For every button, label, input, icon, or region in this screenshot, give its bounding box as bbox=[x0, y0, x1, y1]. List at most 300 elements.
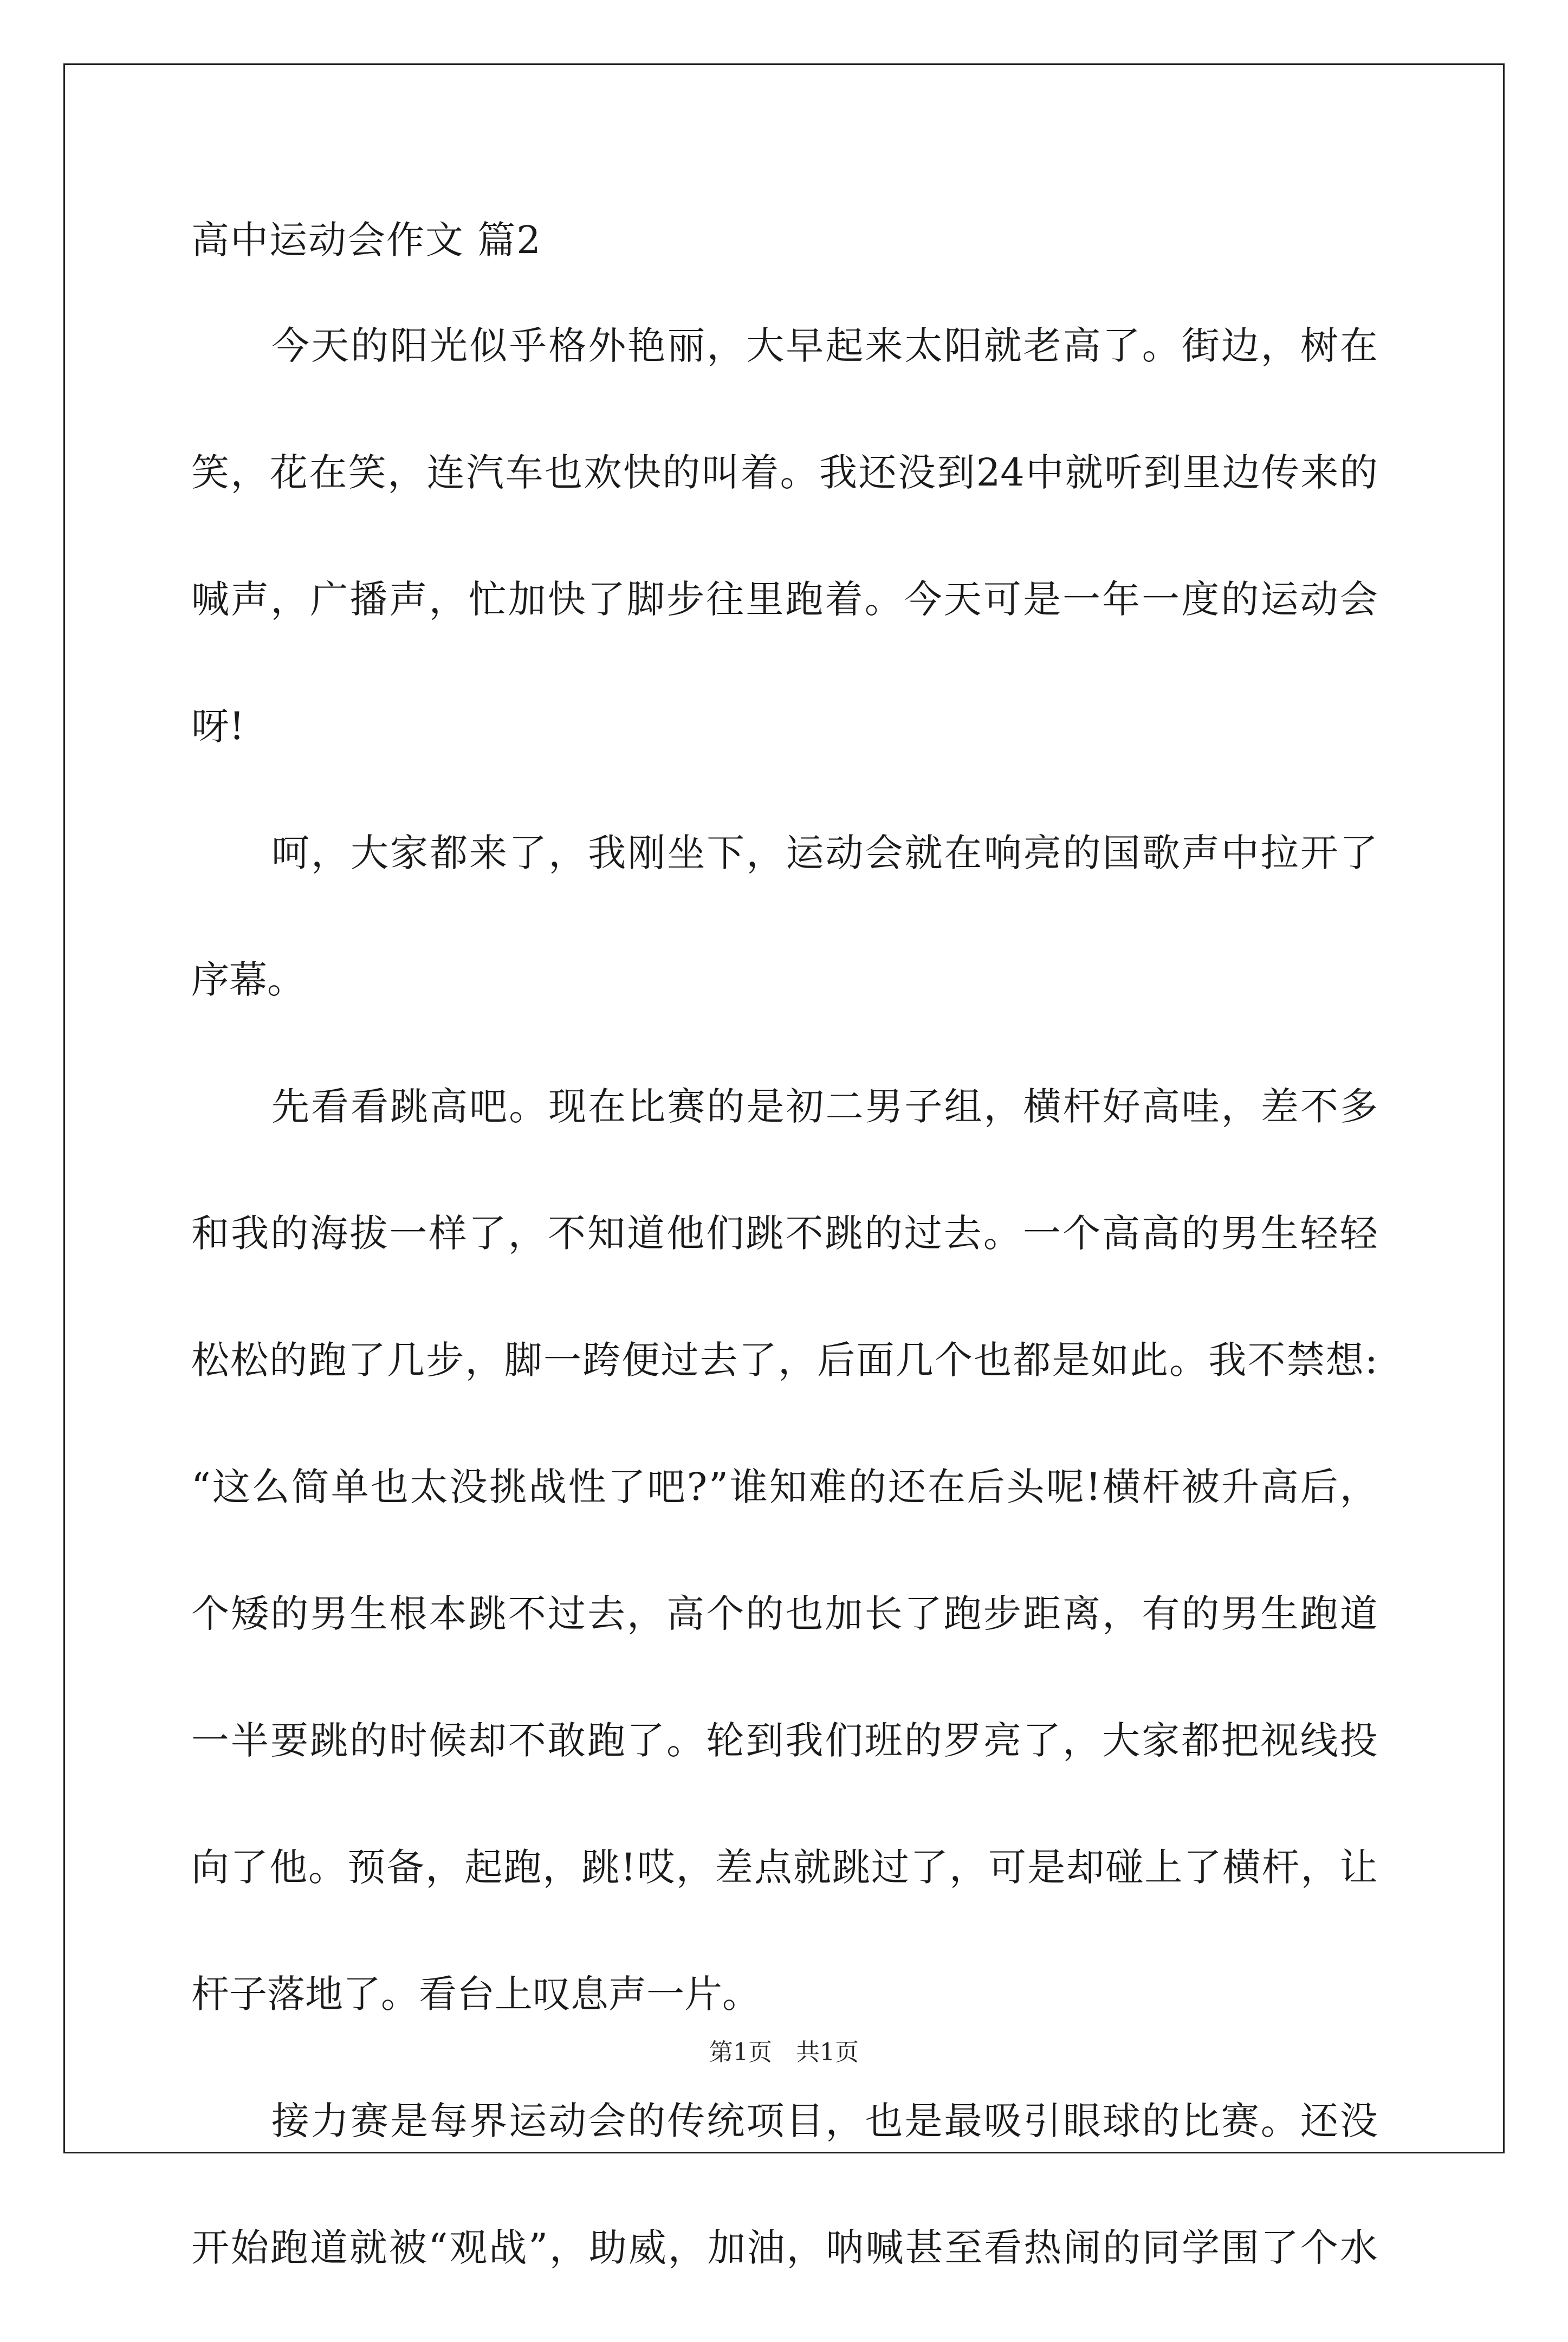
line-char: 时 bbox=[389, 1718, 427, 1763]
line-char: 几 bbox=[387, 1338, 425, 1382]
line-char: 吧 bbox=[469, 1084, 508, 1129]
text-line bbox=[191, 1708, 1378, 1835]
line-char: 轮 bbox=[706, 1718, 744, 1763]
line-char: 笑 bbox=[348, 450, 386, 495]
line-char: ， bbox=[1102, 1591, 1141, 1636]
line-char: ! bbox=[1085, 1465, 1101, 1509]
line-char: 不 bbox=[785, 1211, 824, 1256]
line-char: 二 bbox=[825, 1084, 864, 1129]
line-char: 。 bbox=[780, 450, 818, 495]
line-char: 哇 bbox=[1181, 1084, 1220, 1129]
line-char: 想 bbox=[1325, 1338, 1364, 1382]
line-char: 欢 bbox=[584, 450, 622, 495]
line-char: 的 bbox=[269, 1338, 308, 1382]
line-char: 的 bbox=[627, 2099, 666, 2143]
line-char: 的 bbox=[349, 1718, 388, 1763]
line-char: 笑 bbox=[191, 450, 229, 495]
line-char: 下 bbox=[707, 831, 745, 875]
line-char: 传 bbox=[667, 2099, 705, 2143]
line-char: 跑 bbox=[785, 577, 824, 622]
line-char: 知 bbox=[587, 1211, 625, 1256]
line-char: 就 bbox=[349, 2225, 387, 2270]
line-char: 。 bbox=[1169, 1338, 1208, 1382]
line-char: 轻 bbox=[1300, 1211, 1338, 1256]
line-char: 到 bbox=[746, 1718, 784, 1763]
line-char: 么 bbox=[251, 1465, 290, 1509]
line-char: 热 bbox=[1023, 2225, 1062, 2270]
line-char: 开 bbox=[191, 2225, 229, 2270]
line-char: 投 bbox=[1339, 1718, 1378, 1763]
line-char: 生 bbox=[349, 1591, 388, 1636]
line-char: 了 bbox=[738, 1338, 777, 1382]
line-char: 。 bbox=[864, 577, 903, 622]
line-char: 天 bbox=[943, 577, 982, 622]
line-char: 还 bbox=[1300, 2099, 1338, 2143]
line-char: 了 bbox=[1260, 2225, 1299, 2270]
line-char: 外 bbox=[588, 324, 626, 368]
line-char: 难 bbox=[808, 1465, 847, 1509]
line-char: 加 bbox=[825, 1591, 863, 1636]
text-line bbox=[191, 2215, 1378, 2342]
line-char: 有 bbox=[1142, 1591, 1180, 1636]
line-char: 闹 bbox=[1063, 2225, 1102, 2270]
line-char: 呵 bbox=[271, 831, 309, 875]
line-char: 了 bbox=[230, 1845, 269, 1890]
line-char: ， bbox=[676, 1845, 714, 1890]
line-char: ， bbox=[542, 1845, 581, 1890]
line-char: 传 bbox=[1261, 450, 1299, 495]
line-char: 的 bbox=[351, 324, 389, 368]
line-char: 子 bbox=[904, 1084, 943, 1129]
line-char: 我 bbox=[785, 1718, 824, 1763]
text-line bbox=[191, 313, 1378, 440]
line-char: 头 bbox=[1006, 1465, 1045, 1509]
line-char: 矮 bbox=[231, 1591, 269, 1636]
line-char: 早 bbox=[786, 324, 824, 368]
line-char: 要 bbox=[270, 1718, 309, 1763]
line-char: 一 bbox=[191, 1718, 229, 1763]
line-char: 在 bbox=[588, 1084, 626, 1129]
line-char: 艳 bbox=[627, 324, 666, 368]
line-char: 这 bbox=[212, 1465, 250, 1509]
line-char: 差 bbox=[1260, 1084, 1299, 1129]
line-char: 知 bbox=[769, 1465, 807, 1509]
line-char: 跳 bbox=[832, 1845, 870, 1890]
line-char: ? bbox=[686, 1465, 708, 1509]
line-char: 助 bbox=[588, 2225, 627, 2270]
line-char: ， bbox=[746, 831, 785, 875]
line-char: 眼 bbox=[1062, 2099, 1101, 2143]
line-char: 还 bbox=[858, 450, 897, 495]
line-char: 个 bbox=[1300, 2225, 1338, 2270]
line-char: 乎 bbox=[509, 324, 547, 368]
text-line bbox=[191, 1581, 1378, 1708]
line-char: 先 bbox=[271, 1084, 309, 1129]
line-char: 里 bbox=[746, 577, 784, 622]
page-title: 高中运动会作文 篇2 bbox=[191, 218, 542, 262]
line-char: 赛 bbox=[667, 1084, 705, 1129]
line-char: ， bbox=[311, 831, 349, 875]
line-char: 他 bbox=[269, 1845, 308, 1890]
line-char: 加 bbox=[508, 577, 546, 622]
line-char: 了 bbox=[1183, 1845, 1222, 1890]
line-char: “ bbox=[191, 1465, 211, 1509]
line-char: 多 bbox=[1339, 1084, 1378, 1129]
line-char: 他 bbox=[666, 1211, 705, 1256]
line-char: 比 bbox=[627, 1084, 666, 1129]
line-char: 不 bbox=[508, 1718, 546, 1763]
line-char: 大 bbox=[1102, 1718, 1141, 1763]
line-char: 脚 bbox=[504, 1338, 542, 1382]
line-char: 不 bbox=[547, 1211, 586, 1256]
line-char: ， bbox=[549, 2225, 587, 2270]
line-char: 赛 bbox=[1221, 2099, 1259, 2143]
line-char: 呢 bbox=[1046, 1465, 1084, 1509]
line-char: 可 bbox=[988, 1845, 1027, 1890]
line-char: ， bbox=[465, 1338, 503, 1382]
line-char: 度 bbox=[1181, 577, 1220, 622]
line-char: ， bbox=[778, 1338, 817, 1382]
line-char: 高 bbox=[430, 1084, 468, 1129]
line-char: 道 bbox=[627, 1211, 665, 1256]
line-char: 跑 bbox=[943, 1591, 982, 1636]
line-char: 的 bbox=[662, 450, 701, 495]
line-text: 序幕。 bbox=[191, 957, 305, 1002]
line-char: 过 bbox=[547, 1591, 586, 1636]
line-char: 在 bbox=[927, 1465, 966, 1509]
line-char: 动 bbox=[548, 2099, 587, 2143]
line-char: 简 bbox=[291, 1465, 329, 1509]
line-char: 的 bbox=[904, 1718, 942, 1763]
line-char: 甚 bbox=[905, 2225, 943, 2270]
line-char: 的 bbox=[1103, 2225, 1141, 2270]
line-char: 初 bbox=[786, 1084, 824, 1129]
line-char: 跑 bbox=[308, 1338, 347, 1382]
line-char: 的 bbox=[1181, 1591, 1220, 1636]
line-char: 们 bbox=[706, 1211, 744, 1256]
line-char: 力 bbox=[311, 2099, 349, 2143]
line-char: 个 bbox=[191, 1591, 229, 1636]
line-char: 亮 bbox=[1023, 831, 1061, 875]
line-char: 生 bbox=[1260, 1211, 1299, 1256]
line-char: ， bbox=[270, 577, 309, 622]
line-char: 忙 bbox=[468, 577, 507, 622]
line-char: 杆 bbox=[1062, 1084, 1101, 1129]
line-char: 战 bbox=[528, 1465, 567, 1509]
line-char: 响 bbox=[983, 831, 1022, 875]
line-char: 高 bbox=[1142, 1084, 1180, 1129]
line-char: 的 bbox=[1221, 577, 1259, 622]
line-char: 去 bbox=[943, 1211, 982, 1256]
line-char: ， bbox=[627, 1591, 665, 1636]
text-line bbox=[191, 1454, 1378, 1581]
line-char: 松 bbox=[191, 1338, 229, 1382]
line-char: 目 bbox=[786, 2099, 824, 2143]
line-char: ， bbox=[668, 2225, 706, 2270]
line-char: 了 bbox=[1102, 324, 1141, 368]
line-char: 跳 bbox=[390, 1084, 429, 1129]
line-char: 差 bbox=[715, 1845, 753, 1890]
line-char: 格 bbox=[548, 324, 587, 368]
line-char: ， bbox=[707, 324, 745, 368]
line-char: ， bbox=[425, 1845, 464, 1890]
line-char: 的 bbox=[1181, 1211, 1220, 1256]
line-char: 性 bbox=[568, 1465, 606, 1509]
line-char: 跳 bbox=[581, 1845, 620, 1890]
line-char: 都 bbox=[1013, 1338, 1051, 1382]
line-char: 树 bbox=[1300, 324, 1338, 368]
line-char: 国 bbox=[1102, 831, 1141, 875]
line-char: ， bbox=[429, 577, 467, 622]
line-char: 接 bbox=[271, 2099, 309, 2143]
text-line bbox=[191, 820, 1378, 947]
line-char: 起 bbox=[464, 1845, 503, 1890]
line-char: 呐 bbox=[826, 2225, 864, 2270]
line-char: 跳 bbox=[310, 1718, 348, 1763]
line-char: 运 bbox=[786, 831, 824, 875]
line-char: 候 bbox=[429, 1718, 467, 1763]
line-char: 也 bbox=[785, 1591, 824, 1636]
line-char: 根 bbox=[389, 1591, 427, 1636]
line-char: 在 bbox=[944, 831, 982, 875]
line-char: 高 bbox=[1260, 1465, 1299, 1509]
text-line bbox=[191, 440, 1378, 567]
line-char: 亮 bbox=[983, 1718, 1021, 1763]
line-char: 好 bbox=[1102, 1084, 1141, 1129]
line-char: 几 bbox=[895, 1338, 934, 1382]
line-char: 油 bbox=[747, 2225, 785, 2270]
line-char: 跳 bbox=[825, 1211, 863, 1256]
line-char: 广 bbox=[310, 577, 348, 622]
line-char: 步 bbox=[983, 1591, 1021, 1636]
line-char: 家 bbox=[390, 831, 429, 875]
line-char: 高 bbox=[666, 1591, 705, 1636]
line-char: ， bbox=[1300, 1845, 1339, 1890]
line-char: 会 bbox=[865, 831, 903, 875]
line-char: 的 bbox=[270, 1591, 309, 1636]
line-char: 年 bbox=[1102, 577, 1141, 622]
line-char: 听 bbox=[1104, 450, 1143, 495]
line-char: : bbox=[1365, 1338, 1378, 1382]
line-char: 。 bbox=[308, 1845, 347, 1890]
text-line bbox=[191, 947, 1378, 1074]
text-line bbox=[191, 1835, 1378, 1962]
line-char: 中 bbox=[1026, 450, 1064, 495]
line-char: 车 bbox=[505, 450, 543, 495]
line-char: 战 bbox=[489, 2225, 527, 2270]
line-char: ， bbox=[1260, 324, 1299, 368]
line-char: 24 bbox=[976, 450, 1025, 495]
line-char: 都 bbox=[1181, 1718, 1220, 1763]
line-char: 太 bbox=[410, 1465, 448, 1509]
line-char: 一 bbox=[1062, 577, 1101, 622]
line-char: 的 bbox=[270, 1211, 309, 1256]
line-char: ， bbox=[1339, 1465, 1378, 1509]
line-char: 街 bbox=[1181, 324, 1220, 368]
line-char: ， bbox=[1221, 1084, 1259, 1129]
line-char: 横 bbox=[1102, 1465, 1141, 1509]
text-line bbox=[191, 1962, 1378, 2088]
line-char: 了 bbox=[910, 1845, 949, 1890]
line-char: 。 bbox=[509, 1084, 547, 1129]
line-char: 往 bbox=[706, 577, 744, 622]
line-char: 向 bbox=[191, 1845, 229, 1890]
line-char: ， bbox=[786, 2225, 825, 2270]
line-char: 还 bbox=[887, 1465, 926, 1509]
line-char: 横 bbox=[1222, 1845, 1261, 1890]
line-char: 我 bbox=[819, 450, 857, 495]
line-char: 被 bbox=[388, 2225, 427, 2270]
line-char: 歌 bbox=[1142, 831, 1180, 875]
line-char: 开 bbox=[1300, 831, 1338, 875]
line-char: 男 bbox=[865, 1084, 903, 1129]
line-char: 老 bbox=[1023, 324, 1061, 368]
line-char: 过 bbox=[904, 1211, 942, 1256]
line-char: 比 bbox=[1181, 2099, 1220, 2143]
line-char: 了 bbox=[904, 1591, 942, 1636]
line-char: 大 bbox=[746, 324, 785, 368]
line-char: 今 bbox=[904, 577, 942, 622]
line-char: 同 bbox=[1142, 2225, 1181, 2270]
line-char: 阳 bbox=[390, 324, 429, 368]
line-char: 现 bbox=[548, 1084, 587, 1129]
line-char: 高 bbox=[1102, 1211, 1141, 1256]
line-char: 来 bbox=[865, 324, 903, 368]
line-char: 光 bbox=[430, 324, 468, 368]
line-char: 班 bbox=[864, 1718, 903, 1763]
line-char: 都 bbox=[430, 831, 468, 875]
line-char: 跑 bbox=[503, 1845, 542, 1890]
line-char: 没 bbox=[1339, 2099, 1378, 2143]
line-char: 我 bbox=[588, 831, 626, 875]
line-char: 去 bbox=[699, 1338, 738, 1382]
line-char: ， bbox=[949, 1845, 988, 1890]
line-char: 组 bbox=[944, 1084, 982, 1129]
line-char: 家 bbox=[1142, 1718, 1180, 1763]
line-char: 威 bbox=[628, 2225, 666, 2270]
line-char: 上 bbox=[1144, 1845, 1183, 1890]
line-char: 到 bbox=[937, 450, 975, 495]
line-char: 后 bbox=[817, 1338, 856, 1382]
line-char: 不 bbox=[1300, 1084, 1338, 1129]
line-char: 杆 bbox=[1261, 1845, 1300, 1890]
line-char: 道 bbox=[1339, 1591, 1378, 1636]
line-char: 水 bbox=[1339, 2225, 1378, 2270]
line-char: 加 bbox=[707, 2225, 746, 2270]
line-char: 了 bbox=[587, 577, 625, 622]
line-char: 禁 bbox=[1286, 1338, 1325, 1382]
line-char: 会 bbox=[588, 2099, 626, 2143]
line-char: 也 bbox=[544, 450, 582, 495]
line-char: 在 bbox=[309, 450, 347, 495]
line-char: 线 bbox=[1300, 1718, 1338, 1763]
line-char: 始 bbox=[230, 2225, 269, 2270]
line-char: 就 bbox=[904, 831, 943, 875]
line-char: 单 bbox=[331, 1465, 369, 1509]
line-char: 过 bbox=[871, 1845, 909, 1890]
line-char: 个 bbox=[1062, 1211, 1101, 1256]
line-char: 动 bbox=[825, 831, 864, 875]
line-char: 视 bbox=[1260, 1718, 1299, 1763]
line-char: 高 bbox=[1062, 324, 1101, 368]
line-char: 了 bbox=[607, 1465, 646, 1509]
line-char: 的 bbox=[707, 1084, 745, 1129]
line-char: 到 bbox=[1143, 450, 1182, 495]
line-char: 今 bbox=[271, 324, 309, 368]
line-char: 让 bbox=[1339, 1845, 1378, 1890]
line-char: 拔 bbox=[349, 1211, 388, 1256]
line-char: 汽 bbox=[466, 450, 504, 495]
line-char: 如 bbox=[1091, 1338, 1129, 1382]
line-char: 喊 bbox=[865, 2225, 904, 2270]
line-char: 步 bbox=[426, 1338, 464, 1382]
line-char: 是 bbox=[904, 2099, 943, 2143]
line-char: 边 bbox=[1221, 324, 1259, 368]
line-char: 一 bbox=[1142, 577, 1180, 622]
line-char: 是 bbox=[1027, 1845, 1066, 1890]
line-char: 半 bbox=[231, 1718, 269, 1763]
line-char: 引 bbox=[1023, 2099, 1061, 2143]
line-char: 也 bbox=[974, 1338, 1012, 1382]
line-char: 一 bbox=[1022, 1211, 1061, 1256]
line-char: 长 bbox=[864, 1591, 903, 1636]
line-char: 没 bbox=[449, 1465, 488, 1509]
line-char: ， bbox=[1062, 1718, 1101, 1763]
line-char: 跨 bbox=[582, 1338, 621, 1382]
line-char: 个 bbox=[706, 1591, 744, 1636]
line-char: 着 bbox=[825, 577, 863, 622]
line-char: 边 bbox=[1222, 450, 1260, 495]
line-char: 被 bbox=[1181, 1465, 1220, 1509]
line-char: 的 bbox=[1062, 831, 1101, 875]
line-char: 个 bbox=[934, 1338, 973, 1382]
line-char: 来 bbox=[469, 831, 508, 875]
line-char: 横 bbox=[1023, 1084, 1061, 1129]
line-char: 吸 bbox=[983, 2099, 1022, 2143]
line-char: 过 bbox=[660, 1338, 699, 1382]
line-char: 播 bbox=[349, 577, 388, 622]
line-char: 是 bbox=[1022, 577, 1061, 622]
line-char: 了 bbox=[468, 1211, 507, 1256]
line-char: 轻 bbox=[1339, 1211, 1378, 1256]
line-char: 却 bbox=[1066, 1845, 1105, 1890]
line-char: 统 bbox=[707, 2099, 745, 2143]
line-char: 的 bbox=[1142, 2099, 1180, 2143]
line-char: 声 bbox=[389, 577, 427, 622]
line-char: 谁 bbox=[729, 1465, 768, 1509]
line-char: 赛 bbox=[351, 2099, 389, 2143]
text-line bbox=[191, 1328, 1378, 1454]
line-char: 学 bbox=[1181, 2225, 1220, 2270]
text-line bbox=[191, 1201, 1378, 1328]
line-char: 哎 bbox=[637, 1845, 675, 1890]
line-text: 杆子落地了。看台上叹息声一片。 bbox=[191, 1972, 760, 2016]
line-char: ， bbox=[230, 450, 269, 495]
line-char: 后 bbox=[967, 1465, 1005, 1509]
line-char: 的 bbox=[864, 1211, 903, 1256]
line-char: 天 bbox=[311, 324, 349, 368]
line-char: 我 bbox=[1208, 1338, 1247, 1382]
line-char: 刚 bbox=[627, 831, 666, 875]
line-char: ， bbox=[387, 450, 426, 495]
line-char: 了 bbox=[627, 1718, 665, 1763]
line-char: 也 bbox=[865, 2099, 903, 2143]
line-char: 备 bbox=[386, 1845, 425, 1890]
line-char: 运 bbox=[1260, 577, 1299, 622]
line-char: 了 bbox=[347, 1338, 386, 1382]
line-char: 看 bbox=[984, 2225, 1022, 2270]
line-char: 。 bbox=[666, 1718, 705, 1763]
